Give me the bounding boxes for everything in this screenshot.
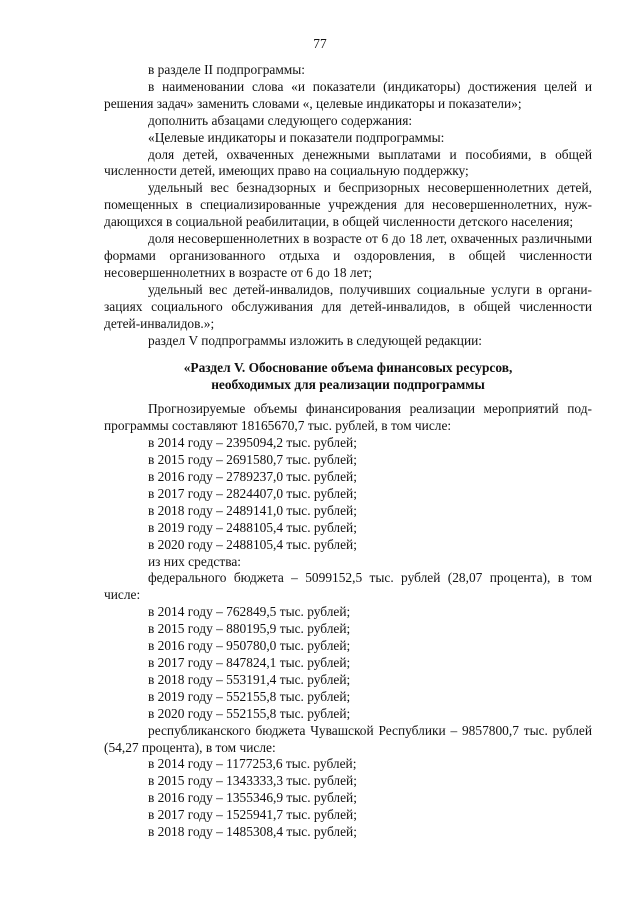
federal-year-line: в 2018 году – 553191,4 тыс. рублей; [148, 671, 351, 687]
republic-year-line: в 2018 году – 1485308,4 тыс. рублей; [148, 824, 357, 840]
year-line: в 2020 году – 2488105,4 тыс. рублей; [148, 536, 357, 552]
year-line: в 2016 году – 2789237,0 тыс. рублей; [148, 469, 357, 485]
paragraph: в наименовании слова «и показатели (индикаторы) достижения целей и решения задач» заменить словами «, целевые индикаторы и показатели»; [104, 78, 592, 111]
paragraph: дополнить абзацами следующего содержания: [148, 112, 413, 128]
republic-year-line: в 2016 году – 1355346,9 тыс. рублей; [148, 790, 357, 806]
paragraph: удельный вес детей-инвалидов, получивших социальные услуги в организациях социального обслуживания для детей-инвалидов, в общей численности детей-инвалидов.»; [104, 281, 592, 331]
year-line: в 2018 году – 2489141,0 тыс. рублей; [148, 502, 357, 518]
federal-year-line: в 2017 году – 847824,1 тыс. рублей; [148, 655, 351, 670]
document-body [104, 62, 592, 841]
year-line: в 2014 году – 2395094,2 тыс. рублей; [148, 435, 357, 451]
paragraph: в разделе II подпрограммы: [148, 62, 305, 77]
republic-year-line: в 2017 году – 1525941,7 тыс. рублей; [148, 807, 357, 823]
paragraph: доля детей, охваченных денежными выплатами и пособиями, в общей численности детей, имеющих право на социальную поддержку; [104, 146, 592, 179]
sources-label: из них средства: [148, 553, 242, 569]
federal-year-line: в 2020 году – 552155,8 тыс. рублей; [148, 705, 351, 721]
financing-total: Прогнозируемые объемы финансирования реализации мероприятий подпрограммы составляют 18165670,7 тыс. рублей, в том числе: [104, 401, 592, 434]
federal-year-line: в 2019 году – 552155,8 тыс. рублей; [148, 688, 351, 704]
federal-year-line: в 2015 году – 880195,9 тыс. рублей; [148, 621, 351, 637]
paragraph: удельный вес безнадзорных и беспризорных несовершеннолетних детей, помещенных в специализированные учреждения для несовершеннолетних, нуждающихся в социальной реабилитации, в общей численности детского населения; [104, 180, 592, 230]
year-line: в 2019 году – 2488105,4 тыс. рублей; [148, 519, 357, 535]
year-line: в 2017 году – 2824407,0 тыс. рублей; [148, 485, 357, 501]
federal-budget: федерального бюджета – 5099152,5 тыс. рублей (28,07 процента), в том числе: [104, 570, 592, 603]
section-heading-line-1: «Раздел V. Обоснование объема финансовых ресурсов, [183, 360, 513, 376]
republic-year-line: в 2014 году – 1177253,6 тыс. рублей; [148, 756, 357, 772]
paragraph: раздел V подпрограммы изложить в следующей редакции: [148, 332, 483, 348]
paragraph: доля несовершеннолетних в возрасте от 6 до 18 лет, охваченных различными формами организованного отдыха и оздоровления, в общей численности несовершеннолетних в возрасте от 6 до 18 лет; [104, 231, 592, 280]
republic-year-line: в 2015 году – 1343333,3 тыс. рублей; [148, 773, 357, 789]
paragraph: «Целевые индикаторы и показатели подпрограммы: [148, 129, 445, 145]
section-heading-line-2: необходимых для реализации подпрограммы [211, 377, 485, 393]
republic-budget: республиканского бюджета Чувашской Республики – 9857800,7 тыс. рублей (54,27 процента), в том числе: [104, 722, 592, 755]
federal-year-line: в 2016 году – 950780,0 тыс. рублей; [148, 638, 351, 654]
year-line: в 2015 году – 2691580,7 тыс. рублей; [148, 452, 357, 468]
federal-year-line: в 2014 году – 762849,5 тыс. рублей; [148, 604, 351, 620]
section-heading [104, 359, 592, 393]
page-number: 77 [313, 36, 327, 51]
